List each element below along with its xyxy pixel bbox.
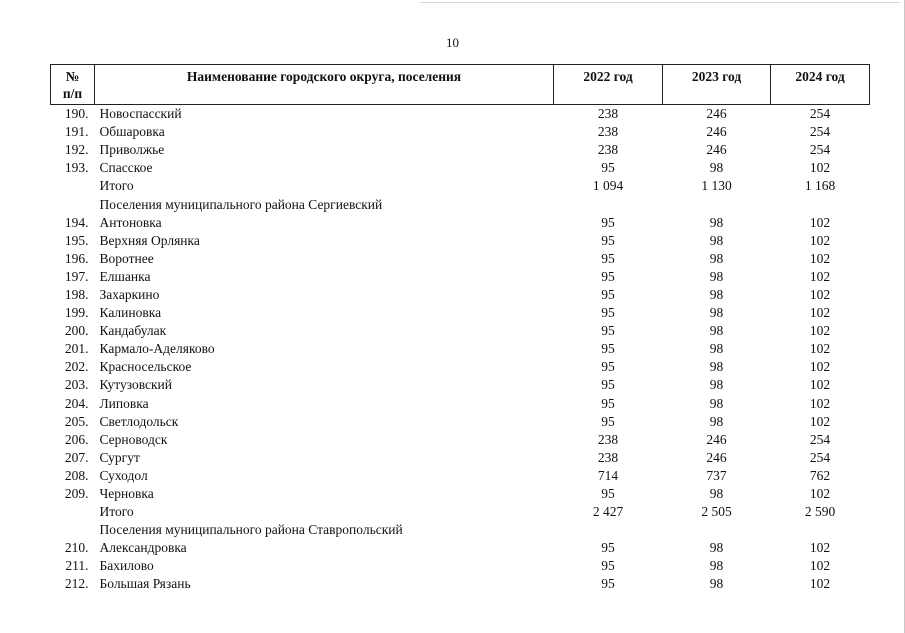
value-2022: 238 — [597, 431, 619, 447]
value-2023: 98 — [709, 558, 724, 574]
header-row — [51, 65, 870, 105]
row-number: 197. — [64, 268, 89, 284]
row-number: 203. — [64, 377, 89, 393]
value-2022: 238 — [597, 106, 619, 122]
value-2022: 95 — [601, 359, 615, 375]
row-number: 196. — [64, 250, 89, 266]
value-2023: 98 — [709, 486, 724, 502]
header-num-line2: п/п — [62, 86, 83, 101]
value-2023 — [663, 195, 771, 213]
value-2022: 95 — [601, 486, 615, 502]
table-row — [51, 376, 870, 394]
table-row — [51, 485, 870, 503]
table-row — [51, 322, 870, 340]
value-2022: 95 — [601, 540, 615, 556]
value-2024: 254 — [809, 431, 831, 447]
table-header — [51, 65, 870, 105]
value-2022 — [554, 195, 663, 213]
value-2024 — [771, 521, 870, 539]
table-row — [51, 395, 870, 413]
value-2024: 2 590 — [804, 504, 836, 520]
row-number: 206. — [64, 431, 89, 447]
value-2023: 98 — [709, 214, 724, 230]
table-row — [51, 413, 870, 431]
row-number: 195. — [64, 232, 89, 248]
row-number: 207. — [64, 449, 89, 465]
value-2024: 102 — [809, 486, 831, 502]
row-name: Итого — [99, 178, 134, 194]
row-number: 209. — [64, 486, 89, 502]
value-2022: 95 — [601, 232, 615, 248]
page-number: 10 — [446, 35, 459, 50]
table-row — [51, 268, 870, 286]
value-2024: 102 — [809, 232, 831, 248]
table-row — [51, 449, 870, 467]
value-2023: 98 — [709, 576, 724, 592]
row-number: 212. — [64, 576, 89, 592]
value-2023: 98 — [709, 540, 724, 556]
row-name: Захаркино — [99, 286, 160, 302]
value-2022: 95 — [601, 341, 615, 357]
value-2022: 2 427 — [592, 504, 624, 520]
table-row — [51, 232, 870, 250]
value-2024 — [771, 195, 870, 213]
row-number: 210. — [64, 540, 89, 556]
table-row — [51, 575, 870, 593]
table-body — [51, 105, 870, 594]
value-2022: 95 — [601, 305, 615, 321]
value-2023: 98 — [709, 413, 724, 429]
row-number: 208. — [64, 467, 89, 483]
table-row — [51, 159, 870, 177]
row-name: Итого — [99, 504, 134, 520]
header-num — [51, 65, 95, 105]
table-row — [51, 340, 870, 358]
table-row — [51, 123, 870, 141]
value-2024: 102 — [809, 214, 831, 230]
value-2022: 95 — [601, 576, 615, 592]
value-2024: 102 — [809, 341, 831, 357]
value-2022: 95 — [601, 395, 615, 411]
row-name: Красносельское — [99, 359, 192, 375]
value-2023: 246 — [706, 124, 727, 140]
value-2022: 238 — [597, 449, 619, 465]
value-2024: 102 — [809, 305, 831, 321]
row-number — [51, 177, 95, 195]
value-2023: 98 — [709, 286, 724, 302]
row-number — [51, 195, 95, 213]
value-2022: 95 — [601, 323, 615, 339]
row-number: 200. — [64, 323, 89, 339]
header-2023: 2023 год — [663, 65, 771, 105]
value-2024: 102 — [809, 359, 831, 375]
table-row — [51, 304, 870, 322]
row-number: 194. — [64, 214, 89, 230]
value-2024: 102 — [809, 576, 831, 592]
table-row — [51, 521, 870, 539]
value-2022: 1 094 — [592, 178, 624, 194]
row-name: Серноводск — [99, 431, 168, 447]
header-name: Наименование городского округа, поселения — [95, 65, 554, 105]
row-name: Липовка — [99, 395, 149, 411]
value-2024: 102 — [809, 558, 831, 574]
value-2024: 102 — [809, 377, 831, 393]
value-2024: 102 — [809, 540, 831, 556]
value-2024: 762 — [809, 467, 831, 483]
table-row — [51, 286, 870, 304]
value-2024: 254 — [809, 106, 831, 122]
value-2022: 95 — [601, 286, 615, 302]
row-number — [51, 521, 95, 539]
row-name: Сургут — [99, 449, 140, 465]
table-row — [51, 503, 870, 521]
value-2024: 254 — [809, 142, 831, 158]
value-2023: 98 — [709, 250, 724, 266]
row-name: Кутузовский — [99, 377, 173, 393]
table-row — [51, 250, 870, 268]
value-2024: 254 — [809, 124, 831, 140]
row-name: Калиновка — [99, 305, 162, 321]
value-2022: 95 — [601, 558, 615, 574]
value-2023: 737 — [706, 467, 727, 483]
row-name: Поселения муниципального района Сергиевский — [99, 196, 383, 212]
row-name: Елшанка — [99, 268, 151, 284]
value-2022: 95 — [601, 413, 615, 429]
value-2022: 95 — [601, 250, 615, 266]
table-row — [51, 177, 870, 195]
value-2024: 1 168 — [804, 178, 836, 194]
value-2023: 98 — [709, 160, 724, 176]
value-2023: 98 — [709, 377, 724, 393]
allocation-table — [50, 64, 870, 594]
header-num-line1: № — [65, 69, 80, 84]
value-2023: 98 — [709, 395, 724, 411]
table-row — [51, 358, 870, 376]
table-row — [51, 431, 870, 449]
row-name: Кандабулак — [99, 323, 167, 339]
row-number: 204. — [64, 395, 89, 411]
value-2024: 254 — [809, 449, 831, 465]
row-number: 211. — [65, 558, 89, 574]
value-2023: 246 — [706, 449, 727, 465]
row-number: 205. — [64, 413, 89, 429]
value-2024: 102 — [809, 395, 831, 411]
row-name: Воротнее — [99, 250, 154, 266]
row-name: Большая Рязань — [99, 576, 191, 592]
value-2022 — [554, 521, 663, 539]
value-2023: 98 — [709, 341, 724, 357]
value-2023: 246 — [706, 142, 727, 158]
row-name: Новоспасский — [99, 106, 182, 122]
value-2023: 98 — [709, 232, 724, 248]
value-2024: 102 — [809, 268, 831, 284]
header-2024: 2024 год — [771, 65, 870, 105]
value-2023: 246 — [706, 106, 727, 122]
value-2023: 98 — [709, 305, 724, 321]
table-row — [51, 539, 870, 557]
row-number — [51, 503, 95, 521]
table-row — [51, 141, 870, 159]
value-2023: 1 130 — [701, 178, 732, 194]
row-number: 201. — [64, 341, 89, 357]
header-2022: 2022 год — [554, 65, 663, 105]
value-2022: 95 — [601, 160, 615, 176]
row-number: 192. — [64, 142, 89, 158]
value-2022: 714 — [597, 467, 619, 483]
row-name: Верхняя Орлянка — [99, 232, 200, 248]
value-2023: 98 — [709, 323, 724, 339]
value-2024: 102 — [809, 250, 831, 266]
value-2024: 102 — [809, 323, 831, 339]
value-2022: 238 — [597, 124, 619, 140]
value-2023: 246 — [706, 431, 727, 447]
table-row — [51, 105, 870, 124]
row-name: Поселения муниципального района Ставропольский — [99, 522, 403, 538]
value-2022: 238 — [597, 142, 619, 158]
value-2023: 98 — [709, 268, 724, 284]
value-2024: 102 — [809, 286, 831, 302]
row-name: Приволжье — [99, 142, 165, 158]
row-number: 198. — [64, 286, 89, 302]
row-number: 193. — [64, 160, 89, 176]
row-name: Обшаровка — [99, 124, 165, 140]
row-name: Антоновка — [99, 214, 162, 230]
value-2024: 102 — [809, 413, 831, 429]
table-row — [51, 557, 870, 575]
table-row — [51, 214, 870, 232]
row-number: 190. — [64, 106, 89, 122]
value-2024: 102 — [809, 160, 831, 176]
value-2022: 95 — [601, 268, 615, 284]
value-2022: 95 — [601, 377, 615, 393]
row-number: 202. — [64, 359, 89, 375]
row-name: Александровка — [99, 540, 187, 556]
value-2023: 98 — [709, 359, 724, 375]
row-number: 199. — [64, 305, 89, 321]
row-name: Спасское — [99, 160, 153, 176]
row-name: Суходол — [99, 467, 148, 483]
table-row — [51, 467, 870, 485]
value-2023: 2 505 — [701, 504, 732, 520]
row-name: Бахилово — [99, 558, 154, 574]
row-name: Кармало-Аделяково — [99, 341, 215, 357]
row-number: 191. — [64, 124, 89, 140]
table-row — [51, 195, 870, 213]
value-2022: 95 — [601, 214, 615, 230]
row-name: Черновка — [99, 486, 154, 502]
scan-edge-line — [420, 2, 900, 3]
row-name: Светлодольск — [99, 413, 179, 429]
value-2023 — [663, 521, 771, 539]
